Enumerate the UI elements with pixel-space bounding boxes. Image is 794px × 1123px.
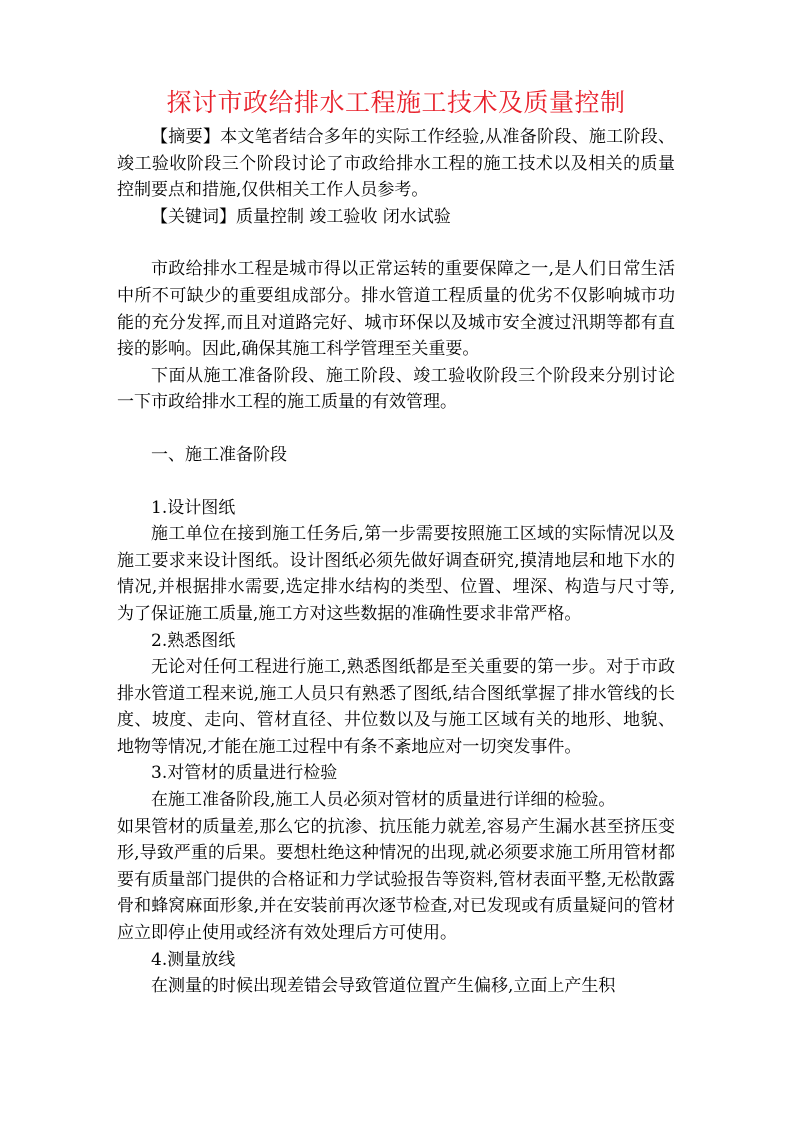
document-page	[117, 86, 675, 1000]
document-title: 探讨市政给排水工程施工技术及质量控制	[166, 88, 626, 117]
subsection-heading-design-drawings: 1.设计图纸	[151, 497, 236, 518]
subsection-heading-familiarize-drawings: 2.熟悉图纸	[151, 630, 236, 651]
intro-paragraph-2: 下面从施工准备阶段、施工阶段、竣工验收阶段三个阶段来分别讨论一下市政给排水工程的施工质量的有效管理。	[117, 365, 675, 413]
subsection-body-pipe-inspection-2: 如果管材的质量差,那么它的抗渗、抗压能力就差,容易产生漏水甚至挤压变形,导致严重的后果。要想杜绝这种情况的出现,就必须要求施工所用管材都要有质量部门提供的合格证和力学试验报告等资料,管材表面平整,无松散露骨和蜂窝麻面形象,并在安装前再次逐节检查,对已发现或有质量疑问的管材应立即停止使用或经济有效处理后方可使用。	[117, 816, 675, 944]
spacer	[117, 230, 675, 256]
subsection-heading-survey: 4.测量放线	[151, 949, 236, 970]
subsection-body-familiarize-drawings: 无论对任何工程进行施工,熟悉图纸都是至关重要的第一步。对于市政排水管道工程来说,施工人员只有熟悉了图纸,结合图纸掌握了排水管线的长度、坡度、走向、管材直径、井位数以及与施工区域有关的地形、地貌、地物等情况,才能在施工过程中有条不紊地应对一切突发事件。	[117, 657, 675, 757]
subsection-heading-pipe-inspection: 3.对管材的质量进行检验	[151, 763, 338, 784]
subsection-body-survey: 在测量的时候出现差错会导致管道位置产生偏移,立面上产生积	[151, 976, 616, 997]
keywords-paragraph: 【关键词】质量控制 竣工验收 闭水试验	[151, 206, 451, 227]
section-heading-1: 一、施工准备阶段	[151, 444, 287, 465]
subsection-body-design-drawings: 施工单位在接到施工任务后,第一步需要按照施工区域的实际情况以及施工要求来设计图纸。设计图纸必须先做好调查研究,摸清地层和地下水的情况,并根据排水需要,选定排水结构的类型、位置、埋深、构造与尺寸等,为了保证施工质量,施工方对这些数据的准确性要求非常严格。	[117, 524, 675, 624]
subsection-body-pipe-inspection-1: 在施工准备阶段,施工人员必须对管材的质量进行详细的检验。	[151, 790, 616, 811]
spacer	[117, 416, 675, 442]
abstract-paragraph: 【摘要】本文笔者结合多年的实际工作经验,从准备阶段、施工阶段、竣工验收阶段三个阶段讨论了市政给排水工程的施工技术以及相关的质量控制要点和措施,仅供相关工作人员参考。	[117, 127, 675, 201]
spacer	[117, 469, 675, 495]
intro-paragraph-1: 市政给排水工程是城市得以正常运转的重要保障之一,是人们日常生活中所不可缺少的重要组成部分。排水管道工程质量的优劣不仅影响城市功能的充分发挥,而且对道路完好、城市环保以及城市安全渡过汛期等都有直接的影响。因此,确保其施工科学管理至关重要。	[117, 259, 675, 360]
